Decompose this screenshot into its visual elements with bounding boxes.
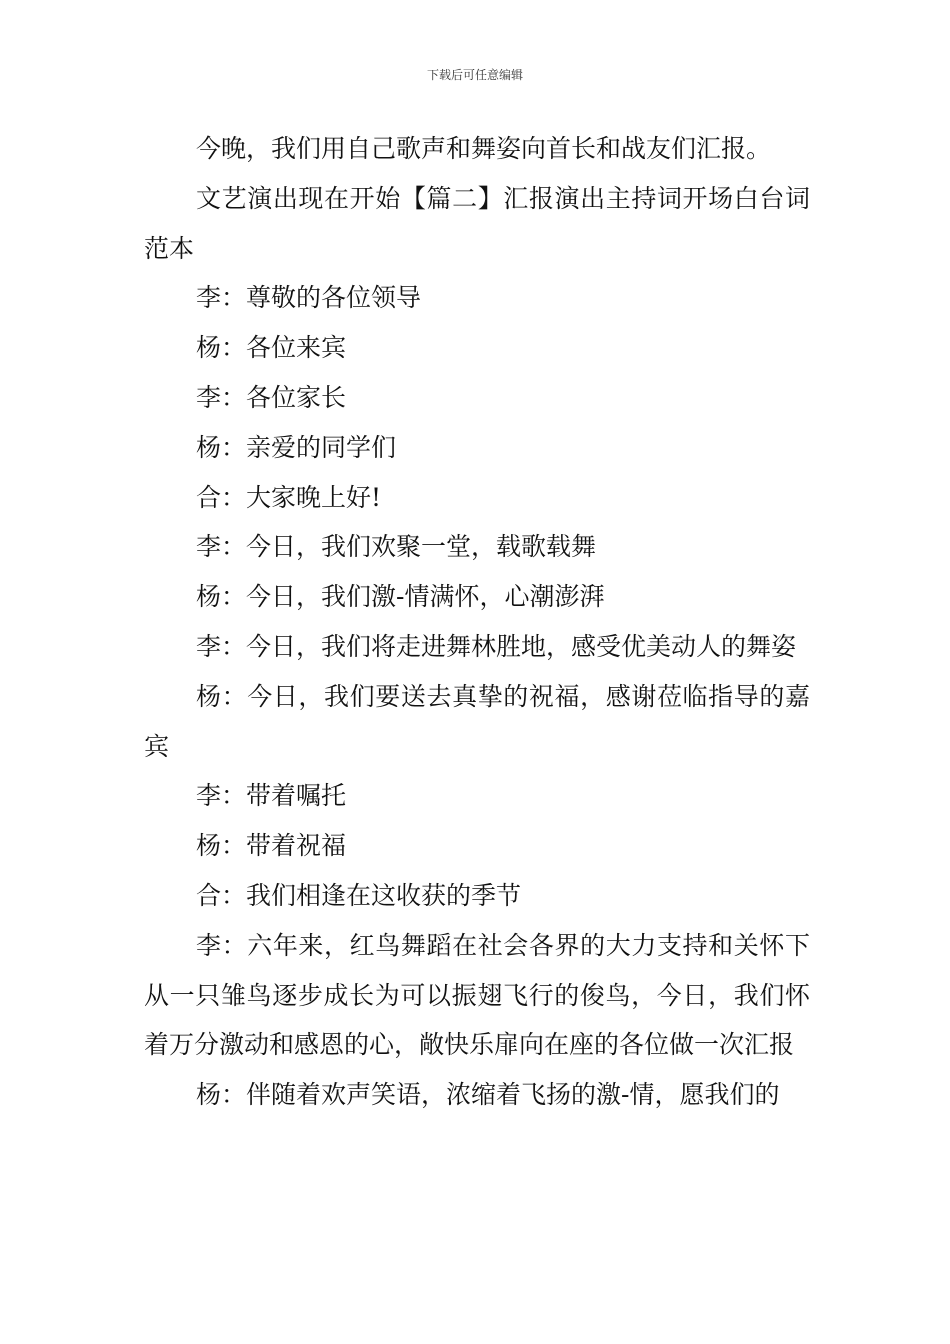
paragraph: 合：我们相逢在这收获的季节	[196, 880, 522, 910]
paragraph: 合：大家晚上好!	[196, 482, 382, 512]
paragraph: 杨：亲爱的同学们	[196, 432, 397, 462]
paragraph: 杨：带着祝福	[196, 831, 347, 861]
paragraph: 杨：今日，我们要送去真挚的祝福，感谢莅临指导的嘉宾	[144, 681, 810, 761]
paragraph: 文艺演出现在开始【篇二】汇报演出主持词开场白台词范本	[144, 183, 810, 263]
document-body	[144, 124, 810, 1120]
paragraph: 李：今日，我们欢聚一堂，载歌载舞	[196, 532, 597, 562]
paragraph: 李：带着嘱托	[196, 781, 347, 811]
paragraph: 李：今日，我们将走进舞林胜地，感受优美动人的舞姿	[196, 631, 797, 661]
paragraph: 今晚，我们用自己歌声和舞姿向首长和战友们汇报。	[196, 134, 772, 163]
paragraph: 李：六年来，红鸟舞蹈在社会各界的大力支持和关怀下从一只雏鸟逐步成长为可以振翅飞行的俊鸟，今日，我们怀着万分激动和感恩的心，敞快乐扉向在座的各位做一次汇报	[144, 930, 810, 1060]
paragraph: 李：各位家长	[196, 382, 347, 412]
paragraph: 杨：各位来宾	[196, 333, 347, 363]
paragraph: 杨：伴随着欢声笑语，浓缩着飞扬的激-情，愿我们的	[196, 1080, 780, 1110]
page-header: 下载后可任意编辑	[426, 68, 523, 82]
paragraph: 杨：今日，我们激-情满怀，心潮澎湃	[196, 582, 605, 612]
paragraph: 李：尊敬的各位领导	[196, 283, 422, 313]
